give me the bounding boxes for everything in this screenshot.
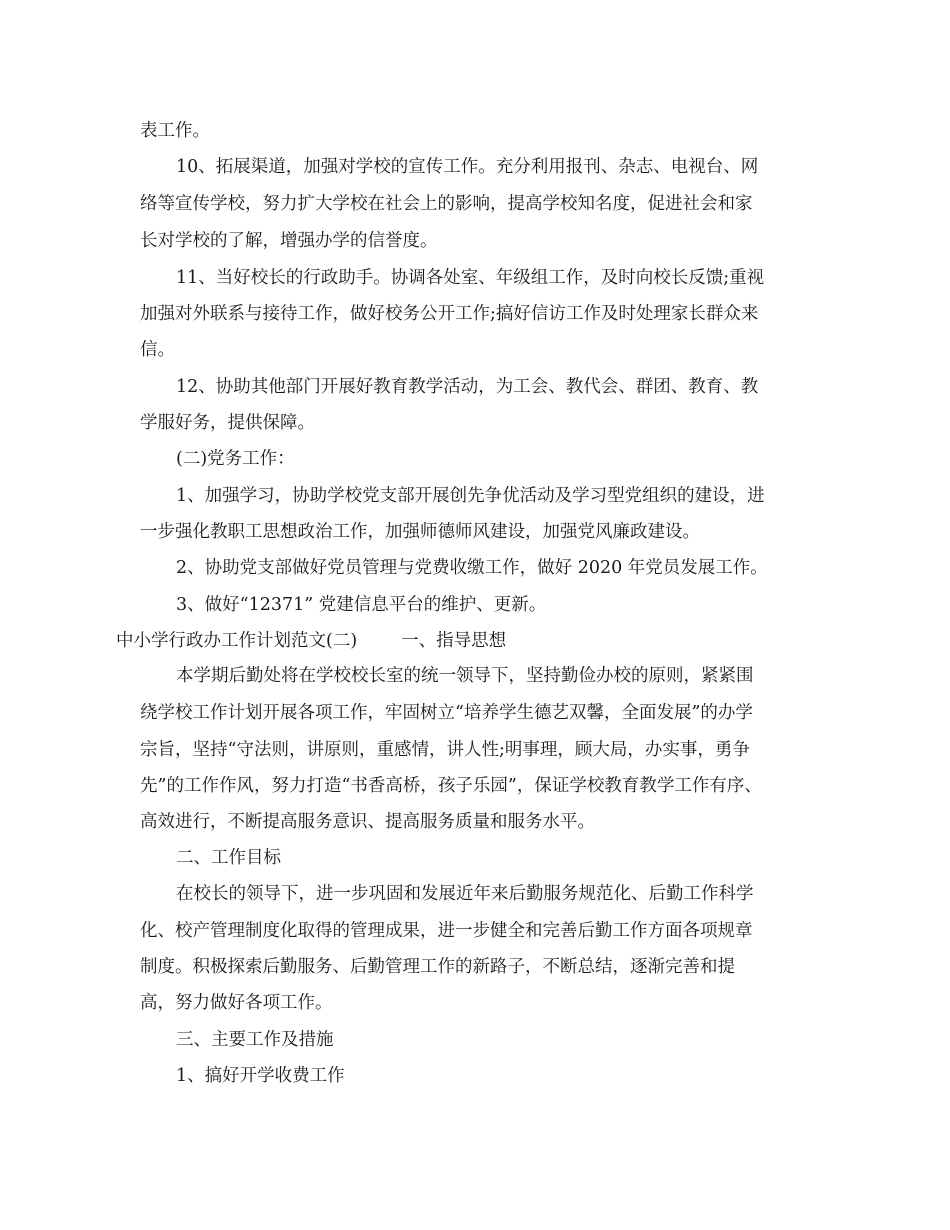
text-line: 绕学校工作计划开展各项工作，牢固树立“培养学生德艺双馨，全面发展”的办学	[140, 703, 753, 723]
text-line: 10、拓展渠道，加强对学校的宣传工作。充分利用报刊、杂志、电视台、网	[176, 157, 759, 177]
text-line: 表工作。	[140, 121, 210, 141]
text-line: 宗旨，坚持“守法则，讲原则，重感情，讲人性;明事理，顾大局，办实事，勇争	[140, 740, 750, 760]
text-line: 11、当好校长的行政助手。协调各处室、年级组工作，及时向校长反馈;重视	[176, 268, 765, 288]
section-heading: 二、工作目标	[176, 848, 281, 868]
text-line: 络等宣传学校，努力扩大学校在社会上的影响，提高学校知名度，促进社会和家	[140, 194, 753, 214]
section-heading: 一、指导思想	[401, 631, 507, 651]
section-heading: 三、主要工作及措施	[176, 1030, 334, 1050]
text-line: 2、协助党支部做好党员管理与党费收缴工作，做好 2020 年党员发展工作。	[176, 558, 768, 578]
text-line: 信。	[140, 340, 175, 360]
text-line: 学服好务，提供保障。	[140, 413, 315, 433]
text-line: 先”的工作作风，努力打造“书香高桥，孩子乐园”，保证学校教育教学工作有序、	[140, 776, 762, 796]
text-line: 高，努力做好各项工作。	[140, 993, 333, 1013]
text-line: 在校长的领导下，进一步巩固和发展近年来后勤服务规范化、后勤工作科学	[176, 884, 754, 904]
text-line: 1、加强学习，协助学校党支部开展创先争优活动及学习型党组织的建设，进	[176, 486, 765, 506]
text-line: 制度。积极探索后勤服务、后勤管理工作的新路子，不断总结，逐渐完善和提	[140, 957, 735, 977]
text-line: 化、校产管理制度化取得的管理成果，进一步健全和完善后勤工作方面各项规章	[140, 921, 753, 941]
text-line: 3、做好“12371” 党建信息平台的维护、更新。	[176, 595, 547, 615]
text-line: 加强对外联系与接待工作，做好校务公开工作;搞好信访工作及时处理家长群众来	[140, 304, 759, 324]
text-line: 高效进行，不断提高服务意识、提高服务质量和服务水平。	[140, 812, 595, 832]
document-title-line	[116, 623, 506, 659]
section-heading: (二)党务工作：	[176, 449, 295, 469]
text-line: 12、协助其他部门开展好教育教学活动，为工会、教代会、群团、教育、教	[176, 377, 759, 397]
subsection-heading: 1、搞好开学收费工作	[176, 1066, 345, 1086]
document-title: 中小学行政办工作计划范文(二)	[116, 631, 358, 651]
text-line: 本学期后勤处将在学校校长室的统一领导下，坚持勤俭办校的原则，紧紧围	[176, 666, 754, 686]
text-line: 长对学校的了解，增强办学的信誉度。	[140, 231, 438, 251]
text-line: 一步强化教职工思想政治工作，加强师德师风建设，加强党风廉政建设。	[140, 522, 700, 542]
